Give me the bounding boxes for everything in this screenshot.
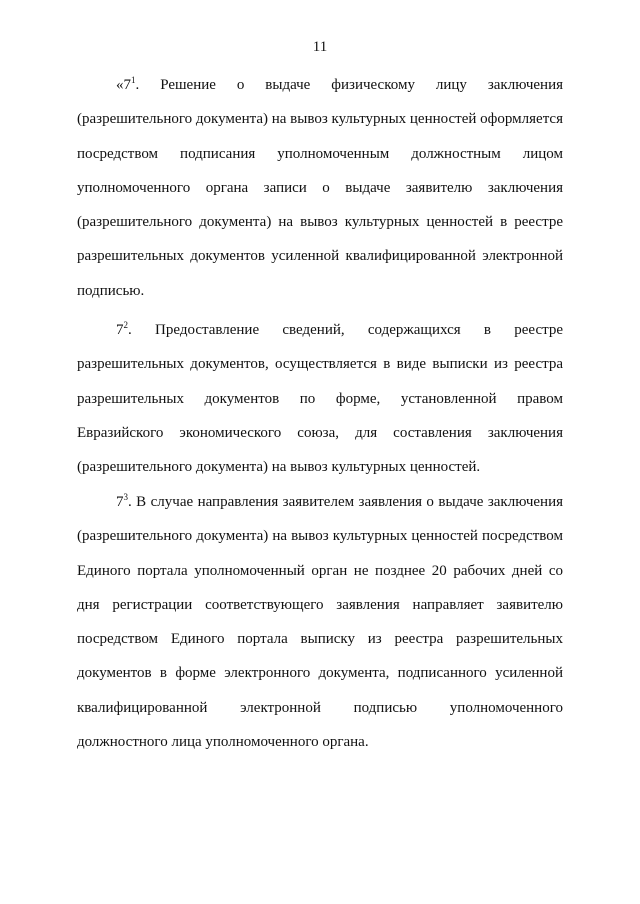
paragraph-7-2 [77,313,563,484]
clause-number: 7 [116,322,124,338]
clause-number: «7 [116,77,131,93]
paragraph-text: . Предоставление сведений, содержащихся в реестре разрешительных документов, осуществляется в виде выписки из реестра разрешительных документов по форме, установленной правом Евразийского экономического союза, для составления заключения (разрешительного документа) на вывоз культурных ценностей. [77,322,563,476]
paragraph-text: . В случае направления заявителем заявления о выдаче заключения (разрешительного документа) на вывоз культурных ценностей посредством Единого портала уполномоченный орган не позднее 20 рабочих дней со дня регистрации соответствующего заявления направляет заявителю посредством Единого портала выписку из реестра разрешительных документов в форме электронного документа, подписанного усиленной квалифицированной электронной подписью уполномоченного должностного лица уполномоченного органа. [77,494,563,751]
paragraph-text: . Решение о выдаче физическому лицу заключения (разрешительного документа) на вывоз культурных ценностей оформляется посредством подписания уполномоченным должностным лицом уполномоченного органа записи о выдаче заявителю заключения (разрешительного документа) на вывоз культурных ценностей в реестре разрешительных документов усиленной квалифицированной электронной подписью. [77,77,563,299]
clause-superscript: 3 [123,492,128,502]
clause-superscript: 1 [131,75,136,85]
paragraph-7-1 [77,68,563,308]
clause-superscript: 2 [123,320,128,330]
paragraph-7-3 [77,485,563,759]
page-number: 11 [312,39,328,55]
clause-number: 7 [116,494,124,510]
